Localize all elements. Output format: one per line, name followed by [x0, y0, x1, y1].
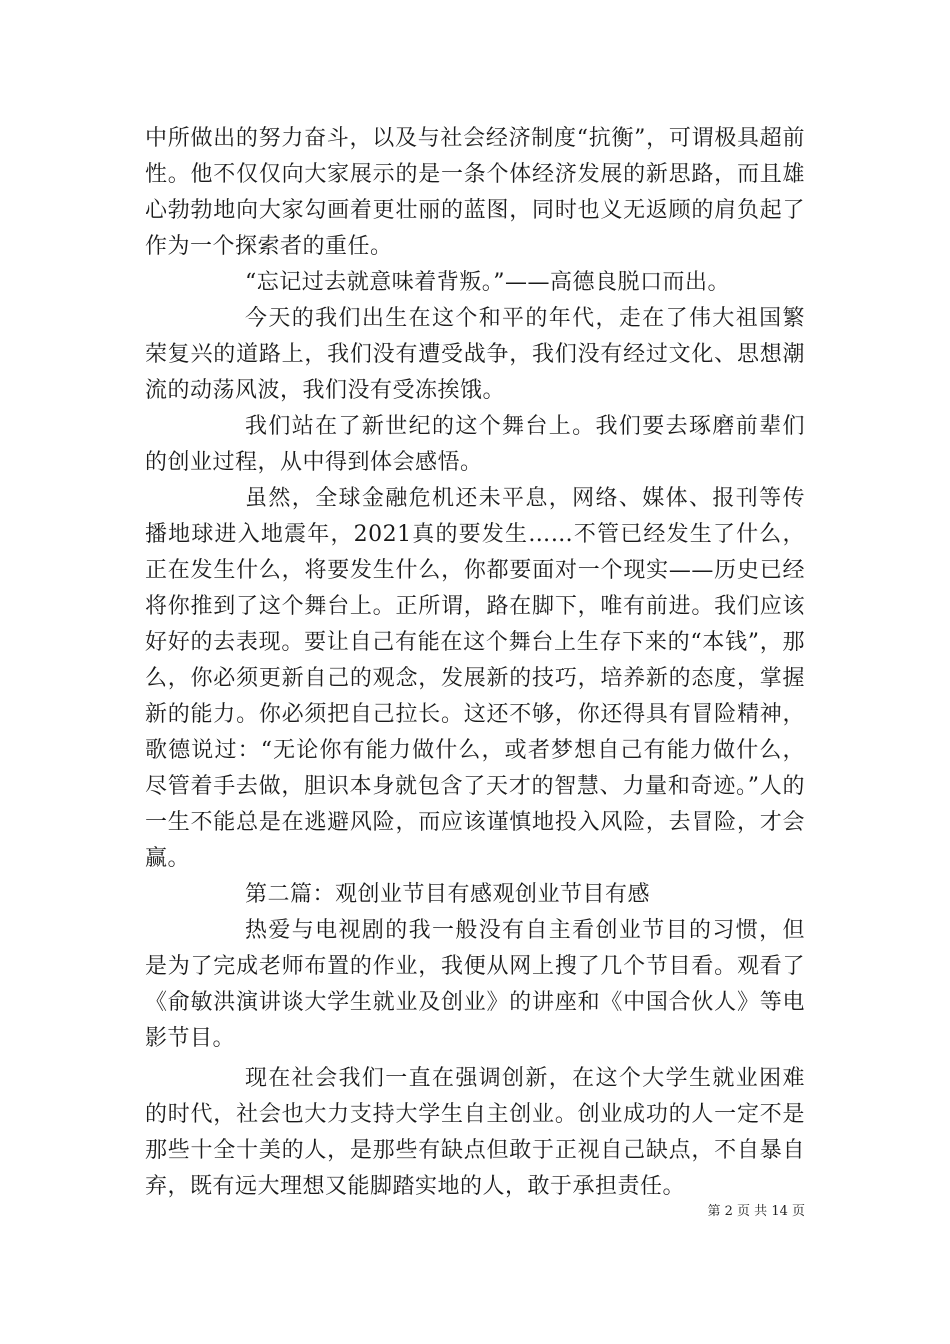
paragraph: 我们站在了新世纪的这个舞台上。我们要去琢磨前辈们的创业过程，从中得到体会感悟。: [145, 414, 805, 475]
paragraph-quote: “忘记过去就意味着背叛。”——高德良脱口而出。: [245, 270, 730, 295]
page-footer: [0, 1203, 805, 1221]
paragraph: 今天的我们出生在这个和平的年代，走在了伟大祖国繁荣复兴的道路上，我们没有遭受战争，我们没有经过文化、思想潮流的动荡风波，我们没有受冻挨饿。: [145, 306, 805, 403]
paragraph: 热爱与电视剧的我一般没有自主看创业节目的习惯，但是为了完成老师布置的作业，我便从网上搜了几个节目看。观看了《俞敏洪演讲谈大学生就业及创业》的讲座和《中国合伙人》等电影节目。: [145, 918, 805, 1051]
paragraph-continuation: 中所做出的努力奋斗，以及与社会经济制度“抗衡”，可谓极具超前性。他不仅仅向大家展示的是一条个体经济发展的新思路，而且雄心勃勃地向大家勾画着更壮丽的蓝图，同时也义无返顾的肩负起了作为一个探索者的重任。: [145, 126, 805, 259]
section-heading: 第二篇：观创业节目有感观创业节目有感: [245, 882, 651, 907]
paragraph: 虽然，全球金融危机还未平息，网络、媒体、报刊等传播地球进入地震年，2021真的要发生……不管已经发生了什么，正在发生什么，将要发生什么，你都要面对一个现实——历史已经将你推到了这个舞台上。正所谓，路在脚下，唯有前进。我们应该好好的去表现。要让自己有能在这个舞台上生存下来的“本钱”，那么，你必须更新自己的观念，发展新的技巧，培养新的态度，掌握新的能力。你必须把自己拉长。这还不够，你还得具有冒险精神，歌德说过：“无论你有能力做什么，或者梦想自己有能力做什么，尽管着手去做，胆识本身就包含了天才的智慧、力量和奇迹。”人的一生不能总是在逃避风险，而应该谨慎地投入风险，去冒险，才会赢。: [145, 486, 805, 871]
document-body: [145, 121, 805, 1205]
paragraph: 现在社会我们一直在强调创新，在这个大学生就业困难的时代，社会也大力支持大学生自主创业。创业成功的人一定不是那些十全十美的人，是那些有缺点但敢于正视自己缺点，不自暴自弃，既有远大理想又能脚踏实地的人，敢于承担责任。: [145, 1066, 805, 1199]
page-number: 第 2 页 共 14 页: [707, 1204, 805, 1219]
